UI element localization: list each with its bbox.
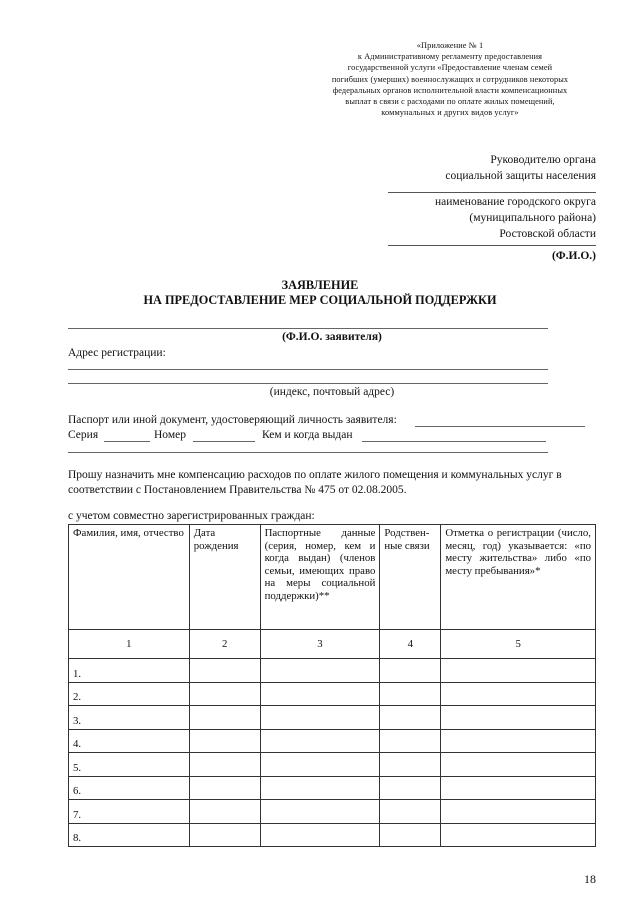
passport-label: Паспорт или иной документ, удостоверяющий личность заявителя:: [68, 414, 397, 426]
column-number: 2: [189, 630, 260, 659]
relation-cell[interactable]: [380, 753, 441, 777]
passport-cell[interactable]: [260, 776, 380, 800]
table-row: [69, 800, 596, 824]
table-row: [69, 706, 596, 730]
header-registration: Отметка о регистрации (число, месяц, год) указывается: «по месту жительства» либо «по месту пребывания»*: [441, 525, 596, 630]
appendix-line: коммунальных и других видов услуг»: [381, 108, 519, 118]
addressee-block-2: [435, 194, 596, 242]
appendix-line: погибших (умерших) военнослужащих и сотрудников некоторых: [331, 74, 569, 84]
appendix-line: федеральных органов исполнительной власти компенсационных: [332, 85, 568, 95]
table-row: [69, 682, 596, 706]
appendix-line: выплат в связи с расходами по оплате жилых помещений,: [345, 97, 555, 107]
table-header-row: [69, 525, 596, 630]
head-fio-field[interactable]: [388, 245, 596, 246]
birthdate-cell[interactable]: [189, 823, 260, 847]
issued-label: Кем и когда выдан: [262, 429, 353, 441]
passport-cell[interactable]: [260, 659, 380, 683]
address-label: Адрес регистрации:: [68, 347, 166, 359]
table-row: [69, 729, 596, 753]
relation-cell[interactable]: [380, 800, 441, 824]
table-row: [69, 659, 596, 683]
header-birthdate: Дата рождения: [189, 525, 260, 630]
column-number: 1: [69, 630, 190, 659]
passport-cell[interactable]: [260, 682, 380, 706]
column-number-row: [69, 630, 596, 659]
organ-name-field[interactable]: [388, 192, 596, 193]
birthdate-cell[interactable]: [189, 682, 260, 706]
row-number-cell[interactable]: 3.: [69, 706, 190, 730]
addressee-line: (муниципального района): [469, 212, 596, 224]
issued-field-2[interactable]: [68, 452, 548, 453]
column-number: 5: [441, 630, 596, 659]
addressee-block: [445, 152, 596, 184]
relation-cell[interactable]: [380, 706, 441, 730]
document-title: [0, 278, 640, 307]
registration-cell[interactable]: [441, 753, 596, 777]
addressee-line: социальной защиты населения: [445, 170, 596, 182]
number-label: Номер: [154, 429, 186, 441]
relation-cell[interactable]: [380, 776, 441, 800]
issued-field[interactable]: [362, 441, 546, 442]
birthdate-cell[interactable]: [189, 729, 260, 753]
row-number-cell[interactable]: 5.: [69, 753, 190, 777]
column-number: 4: [380, 630, 441, 659]
registration-cell[interactable]: [441, 800, 596, 824]
request-line: Прошу назначить мне компенсацию расходов по оплате жилого помещения и коммунальных услуг в: [68, 469, 562, 481]
relation-cell[interactable]: [380, 823, 441, 847]
header-relation: Родствен-ные связи: [380, 525, 441, 630]
series-field[interactable]: [104, 441, 150, 442]
page-number: 18: [584, 872, 596, 886]
row-number-cell[interactable]: 6.: [69, 776, 190, 800]
address-caption: (индекс, почтовый адрес): [269, 386, 395, 398]
table-intro: с учетом совместно зарегистрированных граждан:: [68, 510, 315, 522]
row-number-cell[interactable]: 8.: [69, 823, 190, 847]
table-row: [69, 753, 596, 777]
row-number-cell[interactable]: 7.: [69, 800, 190, 824]
row-number-cell[interactable]: 2.: [69, 682, 190, 706]
series-label: Серия: [68, 429, 99, 441]
registration-cell[interactable]: [441, 659, 596, 683]
passport-cell[interactable]: [260, 753, 380, 777]
birthdate-cell[interactable]: [189, 706, 260, 730]
applicant-fio-field[interactable]: [68, 328, 548, 329]
number-field[interactable]: [193, 441, 255, 442]
registration-cell[interactable]: [441, 823, 596, 847]
address-field-1[interactable]: [68, 369, 548, 370]
registration-cell[interactable]: [441, 729, 596, 753]
birthdate-cell[interactable]: [189, 776, 260, 800]
relation-cell[interactable]: [380, 659, 441, 683]
request-line: соответствии с Постановлением Правительства № 475 от 02.08.2005.: [68, 484, 407, 496]
birthdate-cell[interactable]: [189, 800, 260, 824]
relation-cell[interactable]: [380, 682, 441, 706]
address-field-2[interactable]: [68, 383, 548, 384]
registered-persons-table: [68, 524, 596, 847]
addressee-line: Ростовской области: [499, 228, 596, 240]
header-passport: Паспортные данные (серия, номер, кем и когда выдан) (членов семьи, имеющих право на меры социальной поддержки)**: [260, 525, 380, 630]
passport-cell[interactable]: [260, 729, 380, 753]
applicant-fio-caption: (Ф.И.О. заявителя): [282, 331, 382, 343]
appendix-header: [270, 40, 630, 118]
row-number-cell[interactable]: 4.: [69, 729, 190, 753]
title-line: НА ПРЕДОСТАВЛЕНИЕ МЕР СОЦИАЛЬНОЙ ПОДДЕРЖКИ: [143, 292, 497, 307]
table-row: [69, 776, 596, 800]
addressee-line: Руководителю органа: [490, 154, 596, 166]
registration-cell[interactable]: [441, 776, 596, 800]
registration-cell[interactable]: [441, 706, 596, 730]
passport-cell[interactable]: [260, 706, 380, 730]
table-row: [69, 823, 596, 847]
header-name: Фамилия, имя, отчество: [69, 525, 190, 630]
appendix-line: государственной услуги «Предоставление членам семей: [347, 63, 553, 73]
registration-cell[interactable]: [441, 682, 596, 706]
relation-cell[interactable]: [380, 729, 441, 753]
addressee-line: наименование городского округа: [435, 196, 596, 208]
row-number-cell[interactable]: 1.: [69, 659, 190, 683]
appendix-line: к Административному регламенту предоставления: [357, 52, 543, 62]
birthdate-cell[interactable]: [189, 659, 260, 683]
title-line: ЗАЯВЛЕНИЕ: [281, 278, 359, 292]
passport-cell[interactable]: [260, 800, 380, 824]
head-fio-caption: (Ф.И.О.): [551, 250, 596, 262]
passport-doc-field[interactable]: [415, 426, 585, 427]
passport-cell[interactable]: [260, 823, 380, 847]
birthdate-cell[interactable]: [189, 753, 260, 777]
column-number: 3: [260, 630, 380, 659]
appendix-line: «Приложение № 1: [416, 41, 484, 50]
